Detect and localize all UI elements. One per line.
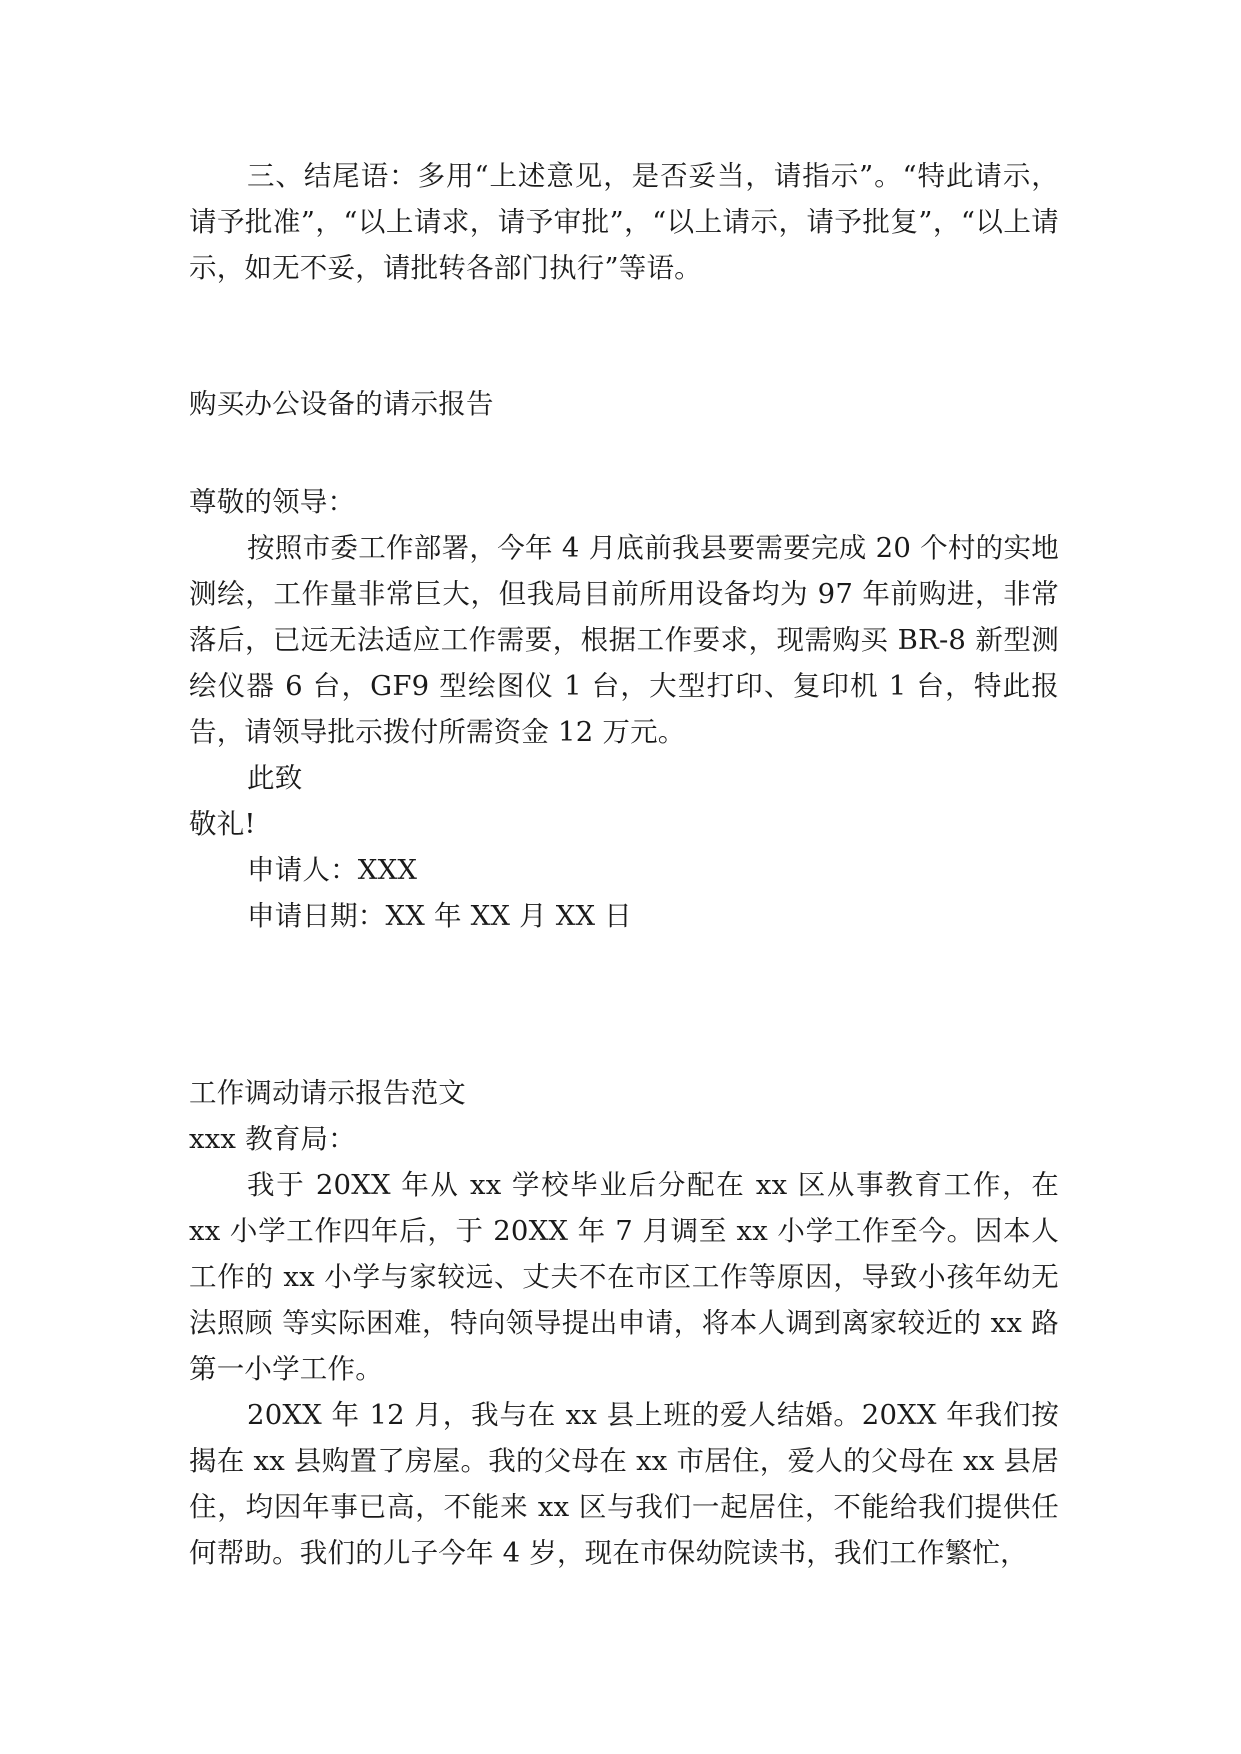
- report2-paragraph-2: 20XX 年 12 月，我与在 xx 县上班的爱人结婚。20XX 年我们按揭在 xx 县购置了房屋。我的父母在 xx 市居住，爱人的父母在 xx 县居住，均因年事已高，不能来 xx 区与我们一起居住，不能给我们提供任何帮助。我们的儿子今年 4 岁，现在市保幼院读书，我们工作繁忙，: [189, 1399, 1059, 1569]
- report1-closing-1: 此致: [247, 762, 303, 794]
- report1-body: 按照市委工作部署，今年 4 月底前我县要需要完成 20 个村的实地测绘，工作量非常巨大，但我局目前所用设备均为 97 年前购进，非常落后，已远无法适应工作需要，根据工作要求，现需购买 BR-8 新型测绘仪器 6 台，GF9 型绘图仪 1 台，大型打印、复印机 1 台，特此报告，请领导批示拨付所需资金 12 万元。: [189, 532, 1059, 748]
- report-job-transfer: [189, 1070, 1059, 1576]
- closing-phrases-paragraph: 三、结尾语：多用“上述意见，是否妥当，请指示”。“特此请示，请予批准”，“以上请求，请予审批”，“以上请示，请予批复”，“以上请示，如无不妥，请批转各部门执行”等语。: [189, 160, 1059, 284]
- report-equipment-purchase: [189, 381, 1059, 427]
- report2-paragraph-1: 我于 20XX 年从 xx 学校毕业后分配在 xx 区从事教育工作，在 xx 小学工作四年后，于 20XX 年 7 月调至 xx 小学工作至今。因本人工作的 xx 小学与家较远、丈夫不在市区工作等原因，导致小孩年幼无法照顾 等实际困难，特向领导提出申请，将本人调到离家较近的 xx 路第一小学工作。: [189, 1169, 1059, 1385]
- report2-title: 工作调动请示报告范文: [189, 1077, 466, 1109]
- report1-date: 申请日期：XX 年 XX 月 XX 日: [247, 900, 632, 932]
- report1-title: 购买办公设备的请示报告: [189, 388, 494, 420]
- report1-closing-2: 敬礼!: [189, 808, 256, 840]
- report2-addressee: xxx 教育局：: [189, 1123, 356, 1155]
- report1-body-block: [189, 479, 1059, 939]
- closing-section: [189, 153, 1059, 291]
- report1-applicant: 申请人：XXX: [247, 854, 418, 886]
- report1-salutation: 尊敬的领导：: [189, 486, 356, 518]
